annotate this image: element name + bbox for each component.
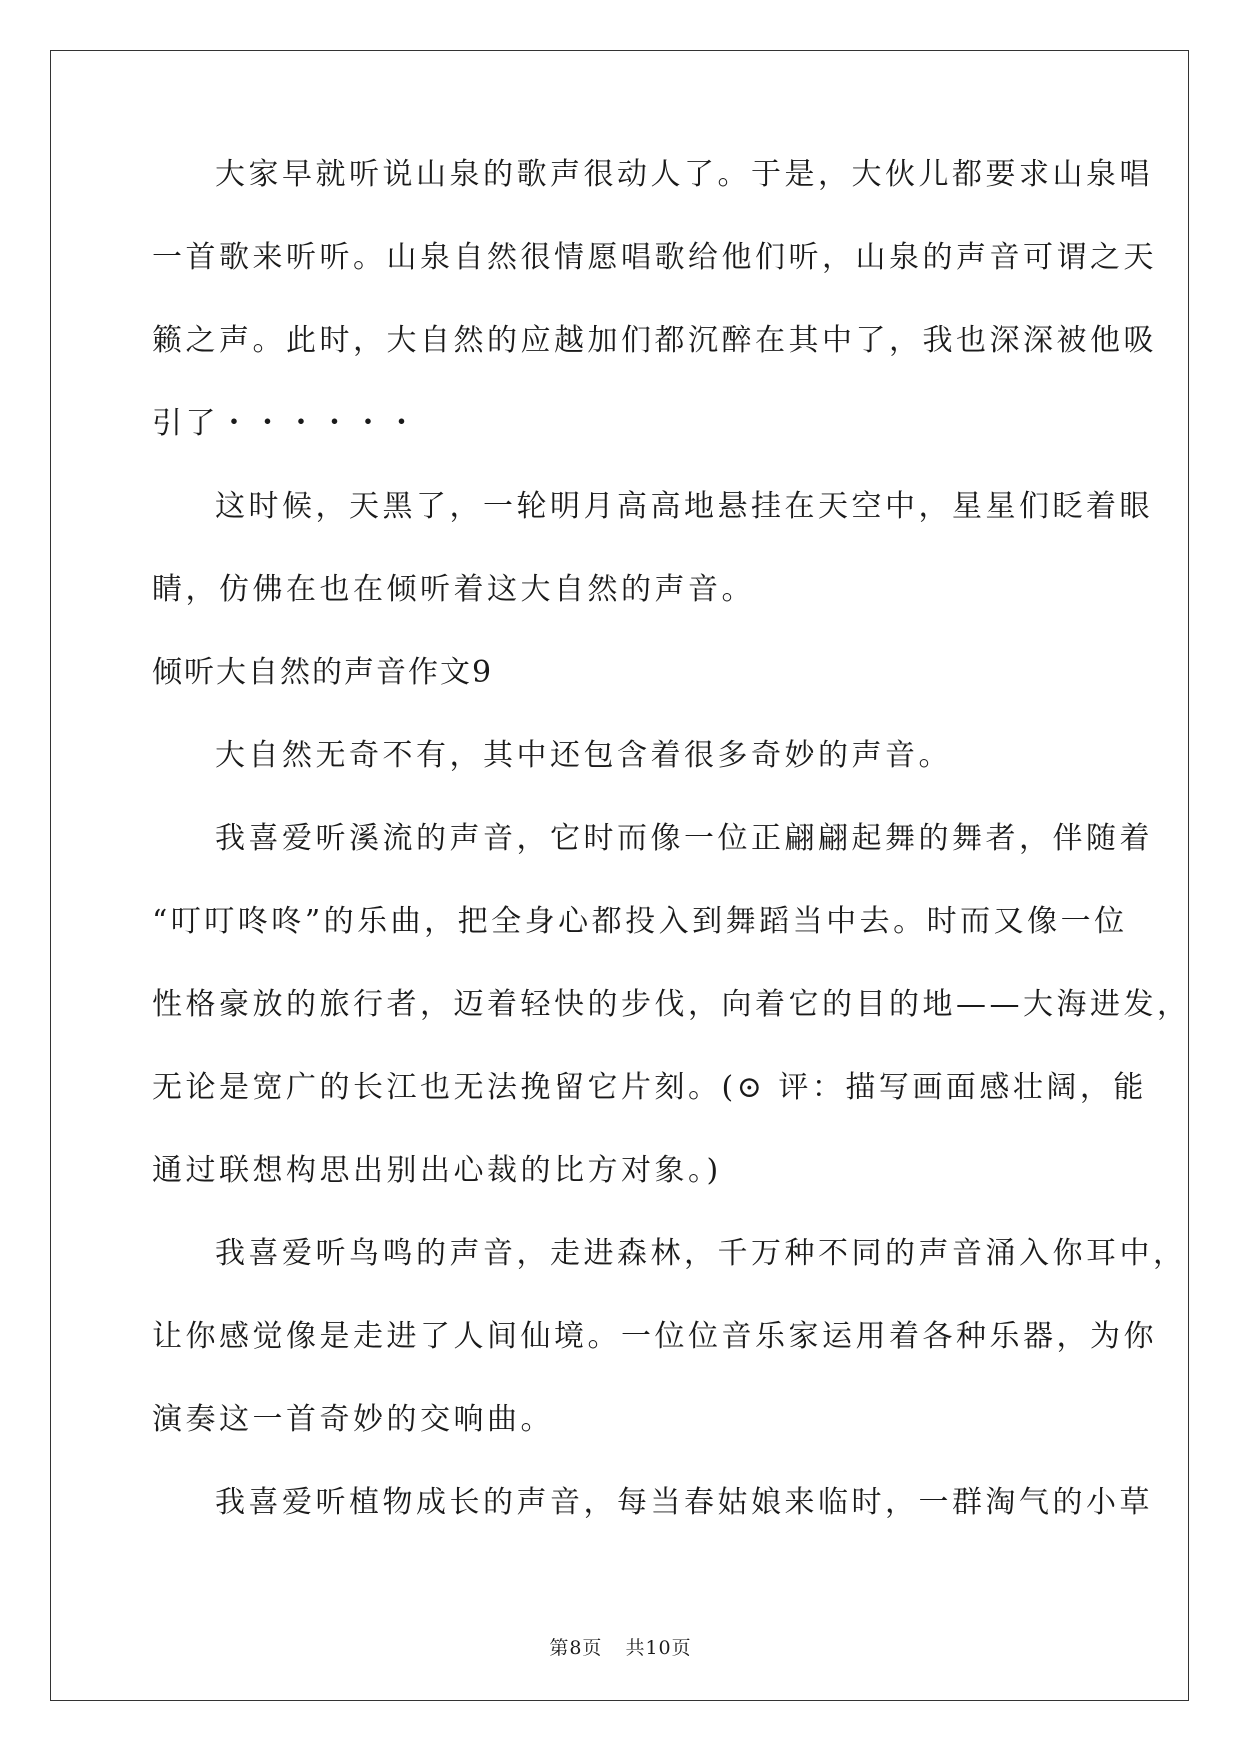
paragraph-line: 我喜爱听溪流的声音，它时而像一位正翩翩起舞的舞者，伴随着	[215, 821, 1153, 856]
paragraph-line: 性格豪放的旅行者，迈着轻快的步伐，向着它的目的地——大海进发，	[152, 987, 1191, 1022]
paragraph-line: 无论是宽广的长江也无法挽留它片刻。(⊙ 评：描写画面感壮阔，能	[152, 1070, 1147, 1105]
paragraph-line: 籁之声。此时，大自然的应越加们都沉醉在其中了，我也深深被他吸	[152, 323, 1157, 358]
page-number: 第8页	[549, 1637, 603, 1659]
document-body	[152, 157, 1191, 1571]
paragraph-line: 演奏这一首奇妙的交响曲。	[152, 1402, 554, 1437]
section-title: 倾听大自然的声音作文9	[152, 655, 494, 690]
paragraph-line: 引了・・・・・・	[152, 406, 420, 441]
paragraph-line: 大自然无奇不有，其中还包含着很多奇妙的声音。	[215, 738, 952, 773]
paragraph-line: 我喜爱听植物成长的声音，每当春姑娘来临时，一群淘气的小草	[215, 1485, 1153, 1520]
paragraph-line: 大家早就听说山泉的歌声很动人了。于是，大伙儿都要求山泉唱	[215, 157, 1153, 192]
paragraph-line: 通过联想构思出别出心裁的比方对象。)	[152, 1153, 722, 1188]
page-total: 共10页	[625, 1637, 692, 1659]
paragraph-line: 我喜爱听鸟鸣的声音，走进森林，千万种不同的声音涌入你耳中，	[215, 1236, 1187, 1271]
paragraph-line: 让你感觉像是走进了人间仙境。一位位音乐家运用着各种乐器，为你	[152, 1319, 1157, 1354]
paragraph-line: “叮叮咚咚”的乐曲，把全身心都投入到舞蹈当中去。时而又像一位	[152, 904, 1128, 939]
paragraph-line: 一首歌来听听。山泉自然很情愿唱歌给他们听，山泉的声音可谓之天	[152, 240, 1157, 275]
page-footer	[0, 1633, 1241, 1660]
paragraph-line: 这时候，天黑了，一轮明月高高地悬挂在天空中，星星们眨着眼	[215, 489, 1153, 524]
paragraph-line: 睛，仿佛在也在倾听着这大自然的声音。	[152, 572, 755, 607]
